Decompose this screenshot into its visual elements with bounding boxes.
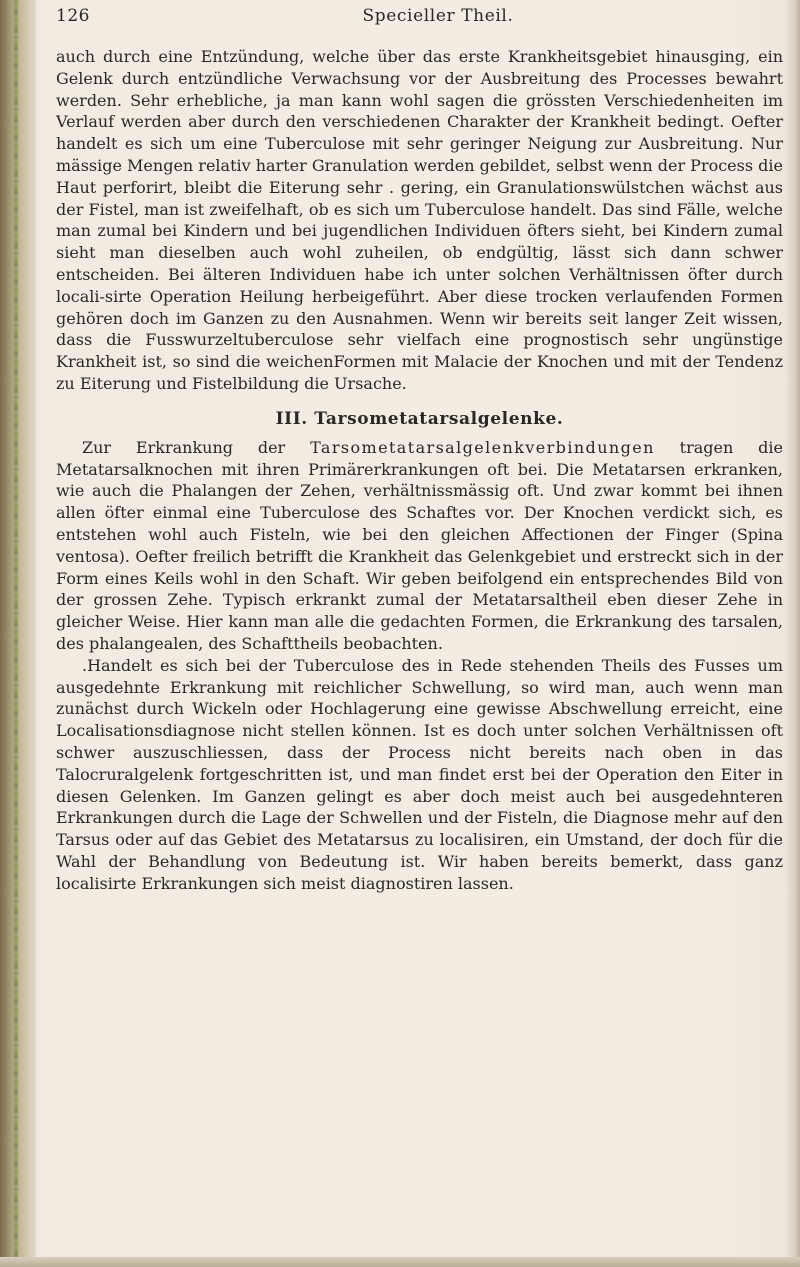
binding-edge [0,0,36,1267]
intro-text-start: Zur Erkrankung der [82,437,311,457]
page-number: 126 [56,6,90,26]
bottom-page-edge [0,1257,800,1267]
section-paragraph-2: .Handelt es sich bei der Tuberculose des in Rede stehenden Theils des Fusses um ausgedehnte Erkrankung mit reichlicher Schwellung, so wird man, auch wenn man zunächst durch Wickeln oder Hochlagerung eine gewisse Abschwellung erreicht, eine Localisationsdiagnose nicht stellen können. Ist es doch unter solchen Verhältnissen oft schwer auszuschliessen, dass der Process nicht bereits nach oben in das Talocruralgelenk fortgeschritten ist, und man findet erst bei der Operation den Eiter in diesen Gelenken. Im Ganzen gelingt es aber doch meist auch bei ausgedehnteren Erkrankungen durch die Lage der Schwellen und der Fisteln, die Diagnose mehr auf den Tarsus oder auf das Gebiet des Metatarsus zu localisiren, ein Umstand, der doch für die Wahl der Behandlung von Bedeutung ist. Wir haben bereits bemerkt, dass ganz localisirte Erkrankungen sich meist diagnostiren lassen. [56,655,783,893]
section-intro-paragraph [56,437,783,655]
intro-text-rest: tragen die Metatarsalknochen mit ihren Primärerkrankungen oft bei. Die Metatarsen erkranken, wie auch die Phalangen der Zehen, verhältnissmässig oft. Und zwar kommt bei ihnen allen öfter einmal eine Tuberculose des Schaftes vor. Der Knochen verdickt sich, es entstehen wohl auch Fisteln, wie bei den gleichen Affectionen der Finger (Spina ventosa). Oefter freilich betrifft die Krankheit das Gelenkgebiet und erstreckt sich in der Form eines Keils wohl in den Schaft. Wir geben beifolgend ein entsprechendes Bild von der grossen Zehe. Typisch erkrankt zumal der Metatarsaltheil eben dieser Zehe in gleicher Weise. Hier kann man alle die gedachten Formen, die Erkrankung des tarsalen, des phalangealen, des Schafttheils beobachten. [56,437,784,653]
page-header [56,6,780,36]
intro-spaced-term: Tarsometatarsalgelenkverbindungen [310,437,655,457]
paragraph-continued: auch durch eine Entzündung, welche über das erste Krankheitsgebiet hinausging, ein Gelenk durch entzündliche Verwachsung vor der Ausbreitung des Processes bewahrt werden. Sehr erhebliche, ja man kann wohl sagen die grössten Verschiedenheiten im Verlauf werden aber durch den verschiedenen Charakter der Krankheit bedingt. Oefter handelt es sich um eine Tuberculose mit sehr geringer Neigung zur Ausbreitung. Nur mässige Mengen relativ harter Granulation werden gebildet, selbst wenn der Process die Haut perforirt, bleibt die Eiterung sehr . gering, ein Granulationswülstchen wächst aus der Fistel, man ist zweifelhaft, ob es sich um Tuberculose handelt. Das sind Fälle, welche man zumal bei Kindern und bei jugendlichen Individuen öfters sieht, bei Kindern zumal sieht man dieselben auch wohl zuheilen, ob endgültig, lässt sich dann schwer entscheiden. Bei älteren Individuen habe ich unter solchen Verhältnissen öfter durch locali-sirte Operation Heilung herbeigeführt. Aber diese trocken verlaufenden Formen gehören doch im Ganzen zu den Ausnahmen. Wenn wir bereits seit langer Zeit wissen, dass die Fusswurzeltuberculose sehr vielfach eine prognostisch sehr ungünstige Krankheit ist, so sind die weichenFormen mit Malacie der Knochen und mit der Tendenz zu Eiterung und Fistelbildung die Ursache. [56,47,783,393]
body-text [56,46,783,894]
right-page-edge [786,0,800,1267]
section-heading: III. Tarsometatarsalgelenke. [275,408,564,429]
running-title: Specieller Theil. [362,6,514,26]
